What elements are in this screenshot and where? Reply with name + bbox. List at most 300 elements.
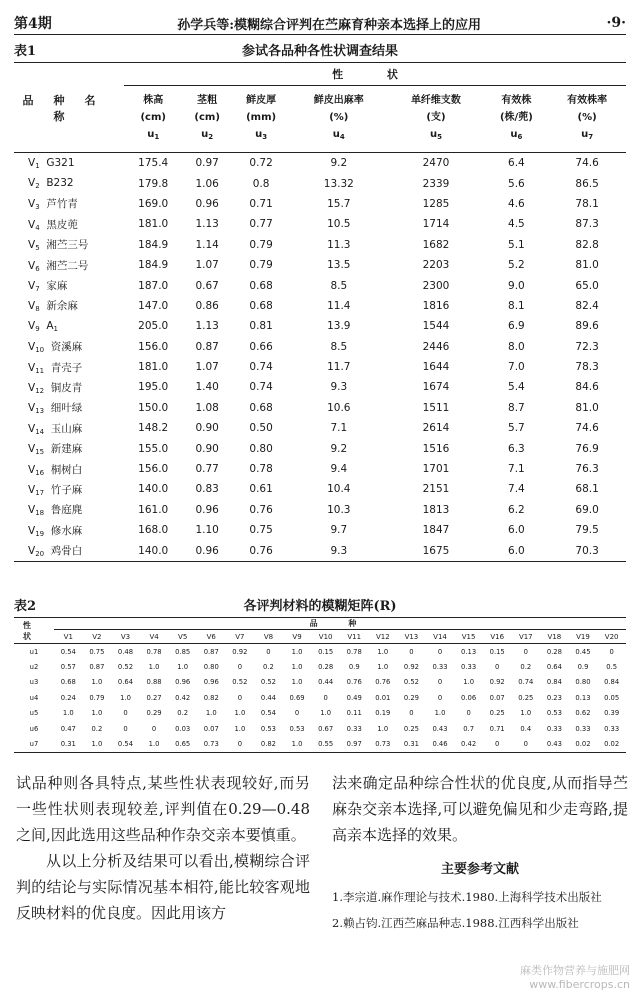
table-cell: 6.0 xyxy=(508,524,525,537)
table-cell: 0.19 xyxy=(375,709,391,718)
table-row xyxy=(14,255,626,275)
table-cell: 0.52 xyxy=(232,678,248,687)
table-cell: 0 xyxy=(466,709,471,718)
table-cell: 5.4 xyxy=(508,381,525,394)
table-cell: 181.0 xyxy=(138,218,169,231)
table-cell: 82.4 xyxy=(575,299,599,312)
column-variable xyxy=(485,126,549,146)
variety-name: 细叶绿 xyxy=(50,402,83,415)
table1-column-header xyxy=(182,86,232,153)
table-cell: 0.50 xyxy=(249,422,273,435)
variable-subscript: 2 xyxy=(208,133,214,141)
table-cell: 10.3 xyxy=(327,503,351,516)
table-cell: 0.78 xyxy=(346,647,362,656)
table-cell: 1.0 xyxy=(283,736,312,752)
table-cell: 79.5 xyxy=(575,524,599,537)
page-number: ·9· xyxy=(606,15,626,31)
variety-name: 桐树白 xyxy=(50,463,83,476)
table-cell: 0 xyxy=(226,736,255,752)
table2-column-header: V6 xyxy=(197,630,226,644)
table-cell: 1.0 xyxy=(91,709,103,718)
table-cell: 0.65 xyxy=(168,736,197,752)
table-row xyxy=(14,214,626,234)
table-cell: 0.92 xyxy=(403,663,419,672)
table2-column-header: V7 xyxy=(226,630,255,644)
table-cell: 0.27 xyxy=(146,693,162,702)
table-cell: 0.33 xyxy=(546,724,562,733)
table-cell: 0.97 xyxy=(195,157,219,170)
table-cell: 0 xyxy=(151,724,157,733)
table-cell: 0 xyxy=(323,693,328,702)
table-cell: 0.82 xyxy=(254,736,283,752)
table-row xyxy=(14,736,626,752)
variable-letter: u xyxy=(510,129,518,140)
variety-code-subscript: 16 xyxy=(35,468,45,477)
variety-name: 青壳子 xyxy=(50,361,83,374)
table-cell: 0.77 xyxy=(195,463,219,476)
variety-name: 新余麻 xyxy=(46,300,78,313)
table-cell: 1.0 xyxy=(291,663,303,672)
variety-code: V xyxy=(28,239,36,252)
table-cell: 7.1 xyxy=(330,422,348,435)
table-cell: 0.67 xyxy=(318,724,334,733)
table-cell: 0.42 xyxy=(454,736,483,752)
watermark xyxy=(520,964,630,992)
table-cell: 0.33 xyxy=(461,663,477,672)
variable-letter: u xyxy=(255,129,263,140)
table-cell: 0.15 xyxy=(318,647,334,656)
table-cell: 2339 xyxy=(422,177,450,190)
variety-code-subscript: 18 xyxy=(35,509,45,518)
table-cell: 76.9 xyxy=(575,442,599,455)
table-cell: 0.78 xyxy=(146,647,162,656)
body-column-left xyxy=(16,770,310,926)
variety-name: B232 xyxy=(46,177,74,190)
column-unit: (cm) xyxy=(194,112,220,123)
table-cell: 0.28 xyxy=(546,647,562,656)
variety-code-subscript: 14 xyxy=(35,427,45,436)
variety-cell xyxy=(14,438,124,458)
table-cell: 4.5 xyxy=(508,218,525,231)
table-cell: 1701 xyxy=(422,463,450,476)
variable-letter: u xyxy=(332,129,340,140)
table-cell: 15.7 xyxy=(327,197,351,210)
table-cell: 1.0 xyxy=(520,709,532,718)
table-cell: 0.33 xyxy=(575,724,591,733)
table2-title: 各评判材料的模糊矩阵(R) xyxy=(243,598,397,614)
table-cell: 0.43 xyxy=(432,724,448,733)
table-cell: 1.0 xyxy=(463,678,475,687)
table-row xyxy=(14,520,626,540)
column-variable xyxy=(387,126,484,146)
table-cell: 0.76 xyxy=(375,678,391,687)
table1-title: 参试各品种各性状调查结果 xyxy=(241,43,398,59)
table-cell: 0 xyxy=(237,693,243,702)
row-label: u3 xyxy=(29,678,39,687)
variety-name: 修水麻 xyxy=(50,524,83,537)
variety-cell xyxy=(14,520,124,540)
table-cell: 0.69 xyxy=(289,693,305,702)
table-cell: 8.5 xyxy=(330,340,348,353)
table-cell: 0.25 xyxy=(403,724,419,733)
table-cell: 1847 xyxy=(422,524,450,537)
table-cell: 0.68 xyxy=(249,279,273,292)
variety-code: V xyxy=(28,545,36,558)
table2-column-header: V3 xyxy=(111,630,140,644)
table-cell: 0.68 xyxy=(249,401,273,414)
variable-letter: u xyxy=(147,129,155,140)
column-name: 有效株率 xyxy=(567,95,608,106)
table1-column-header xyxy=(387,86,484,153)
table-cell: 0.71 xyxy=(249,197,273,210)
table-cell: 0.74 xyxy=(518,678,534,687)
table-cell: 0 xyxy=(123,709,128,718)
variety-code-subscript: 11 xyxy=(35,366,45,375)
variable-subscript: 7 xyxy=(588,133,594,141)
table2-column-header: V9 xyxy=(283,630,312,644)
variety-name: 鸡骨白 xyxy=(50,545,83,558)
watermark-line: 麻类作物营养与施肥网 xyxy=(520,964,630,977)
table-cell: 13.5 xyxy=(327,259,351,272)
table1-column-header xyxy=(124,86,182,153)
table-cell: 0.74 xyxy=(249,361,273,374)
variety-code-subscript: 17 xyxy=(35,488,45,497)
table-row xyxy=(14,479,626,499)
table-cell: 9.3 xyxy=(330,381,348,394)
table-row xyxy=(14,153,626,174)
table-cell: 9.2 xyxy=(330,157,348,170)
variety-code: V xyxy=(28,483,36,496)
table-cell: 1.0 xyxy=(177,663,189,672)
table-cell: 0 xyxy=(512,736,541,752)
table-cell: 156.0 xyxy=(138,463,169,476)
table-cell: 1.40 xyxy=(195,381,219,394)
table-row xyxy=(14,706,626,721)
table-cell: 4.6 xyxy=(508,197,525,210)
column-variable xyxy=(232,126,290,146)
table-cell: 0.68 xyxy=(60,678,76,687)
table2-column-header: V15 xyxy=(454,630,483,644)
table2-column-header: V13 xyxy=(397,630,426,644)
table-cell: 7.0 xyxy=(508,361,525,374)
table-cell: 155.0 xyxy=(138,442,169,455)
column-unit: (cm) xyxy=(140,112,166,123)
variety-cell xyxy=(14,153,124,174)
table-cell: 0.96 xyxy=(203,678,219,687)
column-unit: (支) xyxy=(426,112,446,123)
table-cell: 70.3 xyxy=(548,540,626,561)
table1-group-header: 性 状 xyxy=(124,63,626,86)
table-cell: 205.0 xyxy=(138,320,169,333)
table-cell: 7.1 xyxy=(508,463,525,476)
table-cell: 0.11 xyxy=(346,709,362,718)
table-cell: 8.1 xyxy=(508,299,525,312)
table2-column-header: V14 xyxy=(426,630,455,644)
variety-cell xyxy=(14,194,124,214)
table-cell: 87.3 xyxy=(575,218,599,231)
variety-cell xyxy=(14,540,124,561)
table-cell: 9.0 xyxy=(508,279,525,292)
variable-subscript: 1 xyxy=(154,133,160,141)
variable-letter: u xyxy=(429,129,438,140)
table2-group-header: 品 种 xyxy=(54,618,626,630)
variety-code-subscript: 13 xyxy=(35,407,45,416)
table-cell: 0.81 xyxy=(249,320,273,333)
table2-column-header: V5 xyxy=(168,630,197,644)
table-cell: 0.92 xyxy=(232,647,248,656)
column-name: 株高 xyxy=(143,95,164,106)
variety-code-subscript: 6 xyxy=(35,264,40,273)
variety-cell xyxy=(14,255,124,275)
table-cell: 0.66 xyxy=(249,340,273,353)
table-row xyxy=(14,438,626,458)
table-cell: 0.68 xyxy=(249,299,273,312)
table-cell: 0.76 xyxy=(346,678,362,687)
table2-column-header: V1 xyxy=(54,630,83,644)
table-cell: 1.0 xyxy=(234,709,246,718)
running-header xyxy=(14,12,626,35)
table-cell: 11.3 xyxy=(327,238,351,251)
variety-name: A xyxy=(46,319,54,332)
column-unit: (mm) xyxy=(246,112,277,123)
variety-name: 新建麻 xyxy=(50,443,83,456)
table-cell: 1.08 xyxy=(195,401,219,414)
variety-code-subscript: 5 xyxy=(35,244,40,253)
table-cell: 0.03 xyxy=(175,724,191,733)
table-cell: 0.97 xyxy=(340,736,369,752)
table-cell: 184.9 xyxy=(138,259,169,272)
table1-label: 表1 xyxy=(14,43,37,59)
table-cell: 0.45 xyxy=(575,647,591,656)
table-cell: 1.07 xyxy=(195,259,219,272)
variety-cell xyxy=(14,214,124,234)
table-cell: 0.02 xyxy=(569,736,598,752)
table-cell: 2151 xyxy=(422,483,450,496)
table-cell: 8.7 xyxy=(508,401,525,414)
variety-code: V xyxy=(28,177,36,190)
table-row xyxy=(14,644,626,660)
table-cell: 0.2 xyxy=(177,709,189,718)
table-cell: 1.0 xyxy=(91,678,103,687)
variety-cell xyxy=(14,377,124,397)
paragraph: 从以上分析及结果可以看出,模糊综合评判的结论与实际情况基本相符,能比较客观地反映材料的优良度。因此用该方 xyxy=(16,852,310,922)
table-cell: 5.7 xyxy=(508,422,525,435)
variety-code: V xyxy=(28,361,36,374)
variety-cell xyxy=(14,357,124,377)
column-variable xyxy=(548,126,626,146)
table-cell: 84.6 xyxy=(575,381,599,394)
variety-name: G321 xyxy=(46,156,75,169)
table-cell: 0.85 xyxy=(175,647,191,656)
table-cell: 0.72 xyxy=(249,157,273,170)
variety-code-subscript: 20 xyxy=(35,550,45,559)
variable-subscript: 6 xyxy=(517,133,523,141)
table-cell: 0.62 xyxy=(575,709,591,718)
table-cell: 0.61 xyxy=(249,483,273,496)
table-row xyxy=(14,540,626,561)
table-cell: 1.0 xyxy=(234,724,246,733)
table-cell: 161.0 xyxy=(138,503,169,516)
table2-column-header: V12 xyxy=(369,630,398,644)
table-cell: 1.0 xyxy=(83,736,112,752)
table-cell: 0.78 xyxy=(249,463,273,476)
table-cell: 0 xyxy=(437,678,443,687)
table-cell: 89.6 xyxy=(575,320,599,333)
variety-code: V xyxy=(28,402,36,415)
table-cell: 0.48 xyxy=(117,647,134,656)
table-row xyxy=(14,459,626,479)
table-cell: 0.79 xyxy=(249,259,273,272)
variety-name: 资溪麻 xyxy=(50,341,83,354)
variety-name: 家麻 xyxy=(46,280,68,293)
table-cell: 1.10 xyxy=(195,524,219,537)
table-cell: 140.0 xyxy=(138,483,169,496)
table-cell: 0.80 xyxy=(575,678,591,687)
table-row xyxy=(14,337,626,357)
column-unit: (%) xyxy=(329,112,349,123)
table-cell: 0.42 xyxy=(175,693,191,702)
table-cell: 6.4 xyxy=(508,157,525,170)
table-cell: 175.4 xyxy=(138,157,169,170)
table-cell: 0.06 xyxy=(461,693,477,702)
table-cell: 0.31 xyxy=(397,736,426,752)
table-cell: 0.53 xyxy=(289,724,305,733)
table1-column-header xyxy=(232,86,290,153)
table-cell: 0.80 xyxy=(249,442,273,455)
variety-name: 铜皮青 xyxy=(50,381,83,394)
table-cell: 0.77 xyxy=(249,218,273,231)
table-cell: 68.1 xyxy=(575,483,599,496)
table-cell: 6.0 xyxy=(485,540,549,561)
table2-label: 表2 xyxy=(14,598,37,614)
table-cell: 187.0 xyxy=(138,279,169,292)
table-cell: 0.43 xyxy=(540,736,569,752)
table-cell: 0.73 xyxy=(369,736,398,752)
table-cell: 0.57 xyxy=(60,663,76,672)
table-cell: 0.33 xyxy=(346,724,362,733)
table-cell: 0 xyxy=(437,693,443,702)
variety-cell xyxy=(14,418,124,438)
table-cell: 65.0 xyxy=(575,279,599,292)
table-cell: 81.0 xyxy=(575,401,599,414)
table-cell: 7.4 xyxy=(508,483,525,496)
table1 xyxy=(14,62,626,562)
variety-cell xyxy=(14,235,124,255)
variety-code-subscript: 8 xyxy=(35,305,40,314)
variety-code: V xyxy=(28,300,36,313)
table-cell: 10.6 xyxy=(327,401,351,414)
table-cell: 2203 xyxy=(422,259,450,272)
table-cell: 74.6 xyxy=(575,157,599,170)
variety-cell xyxy=(14,296,124,316)
table-cell: 13.9 xyxy=(327,320,351,333)
table-cell: 0.2 xyxy=(91,724,103,733)
variety-cell xyxy=(14,479,124,499)
table-cell: 0.90 xyxy=(195,422,219,435)
row-label: u6 xyxy=(29,724,39,733)
table-cell: 0.13 xyxy=(461,647,477,656)
table-cell: 0.76 xyxy=(232,540,290,561)
table-cell: 1.0 xyxy=(377,724,389,733)
table-cell: 0.39 xyxy=(604,709,620,718)
table-cell: 0.52 xyxy=(403,678,419,687)
table-row xyxy=(14,659,626,674)
table-cell: 0.44 xyxy=(318,678,334,687)
table-cell: 86.5 xyxy=(575,177,599,190)
table-cell: 9.7 xyxy=(330,524,348,537)
table-cell: 0.52 xyxy=(117,663,134,672)
table-cell: 5.2 xyxy=(508,259,525,272)
variable-letter: u xyxy=(581,129,589,140)
table-cell: 0.9 xyxy=(577,663,589,672)
variety-code: V xyxy=(28,156,36,169)
table-cell: 0.28 xyxy=(318,663,334,672)
table-cell: 0.53 xyxy=(546,709,562,718)
variety-code-subscript: 2 xyxy=(35,182,40,191)
table-cell: 0.74 xyxy=(249,381,273,394)
variety-code: V xyxy=(28,524,36,537)
variety-code-subscript: 7 xyxy=(35,285,40,294)
table-cell: 0.71 xyxy=(489,724,505,733)
table1-column-header xyxy=(548,86,626,153)
table-cell: 0.86 xyxy=(195,299,219,312)
references-heading: 主要参考文献 xyxy=(440,862,519,877)
table-cell: 11.4 xyxy=(327,299,351,312)
table-cell: 0.15 xyxy=(489,647,505,656)
variety-code: V xyxy=(28,319,36,332)
table-cell: 1.0 xyxy=(377,647,389,656)
column-name: 鲜皮出麻率 xyxy=(313,95,364,106)
table-cell: 2470 xyxy=(422,157,450,170)
table-cell: 0 xyxy=(437,647,443,656)
table-cell: 0.96 xyxy=(195,197,219,210)
table-cell: 0 xyxy=(523,647,528,656)
table-cell: 72.3 xyxy=(575,340,599,353)
table-cell: 147.0 xyxy=(138,299,169,312)
table-cell: 0.82 xyxy=(203,693,219,702)
table-cell: 0.47 xyxy=(60,724,76,733)
table-cell: 6.2 xyxy=(508,503,525,516)
table-cell: 0.29 xyxy=(403,693,419,702)
variety-name: 芦竹青 xyxy=(46,198,78,211)
table-cell: 1.0 xyxy=(140,736,169,752)
table-cell: 156.0 xyxy=(138,340,169,353)
table-cell: 0.33 xyxy=(432,663,448,672)
table2 xyxy=(14,617,626,753)
table-row xyxy=(14,194,626,214)
column-name: 单纤维支数 xyxy=(410,95,461,106)
paragraph: 法来确定品种综合性状的优良度,从而指导苎麻杂交亲本选择,可以避免偏见和少走弯路,提高亲本选择的效果。 xyxy=(332,774,628,844)
column-variable xyxy=(182,126,232,146)
table-cell: 81.0 xyxy=(575,259,599,272)
table-cell: 148.2 xyxy=(138,422,169,435)
table-cell: 0.29 xyxy=(146,709,162,718)
table-cell: 0.07 xyxy=(203,724,219,733)
table-cell: 0.64 xyxy=(117,678,134,687)
table-cell: 13.32 xyxy=(323,177,354,190)
variety-cell xyxy=(14,459,124,479)
table-cell: 0.46 xyxy=(426,736,455,752)
table-cell: 0.9 xyxy=(348,663,360,672)
table-cell: 1.14 xyxy=(195,238,219,251)
table-cell: 0.02 xyxy=(597,736,626,752)
table-cell: 169.0 xyxy=(138,197,169,210)
table-cell: 140.0 xyxy=(124,540,182,561)
table-cell: 1.06 xyxy=(195,177,219,190)
table-cell: 1.0 xyxy=(62,709,74,718)
table-cell: 10.4 xyxy=(327,483,351,496)
row-label: u7 xyxy=(14,736,54,752)
